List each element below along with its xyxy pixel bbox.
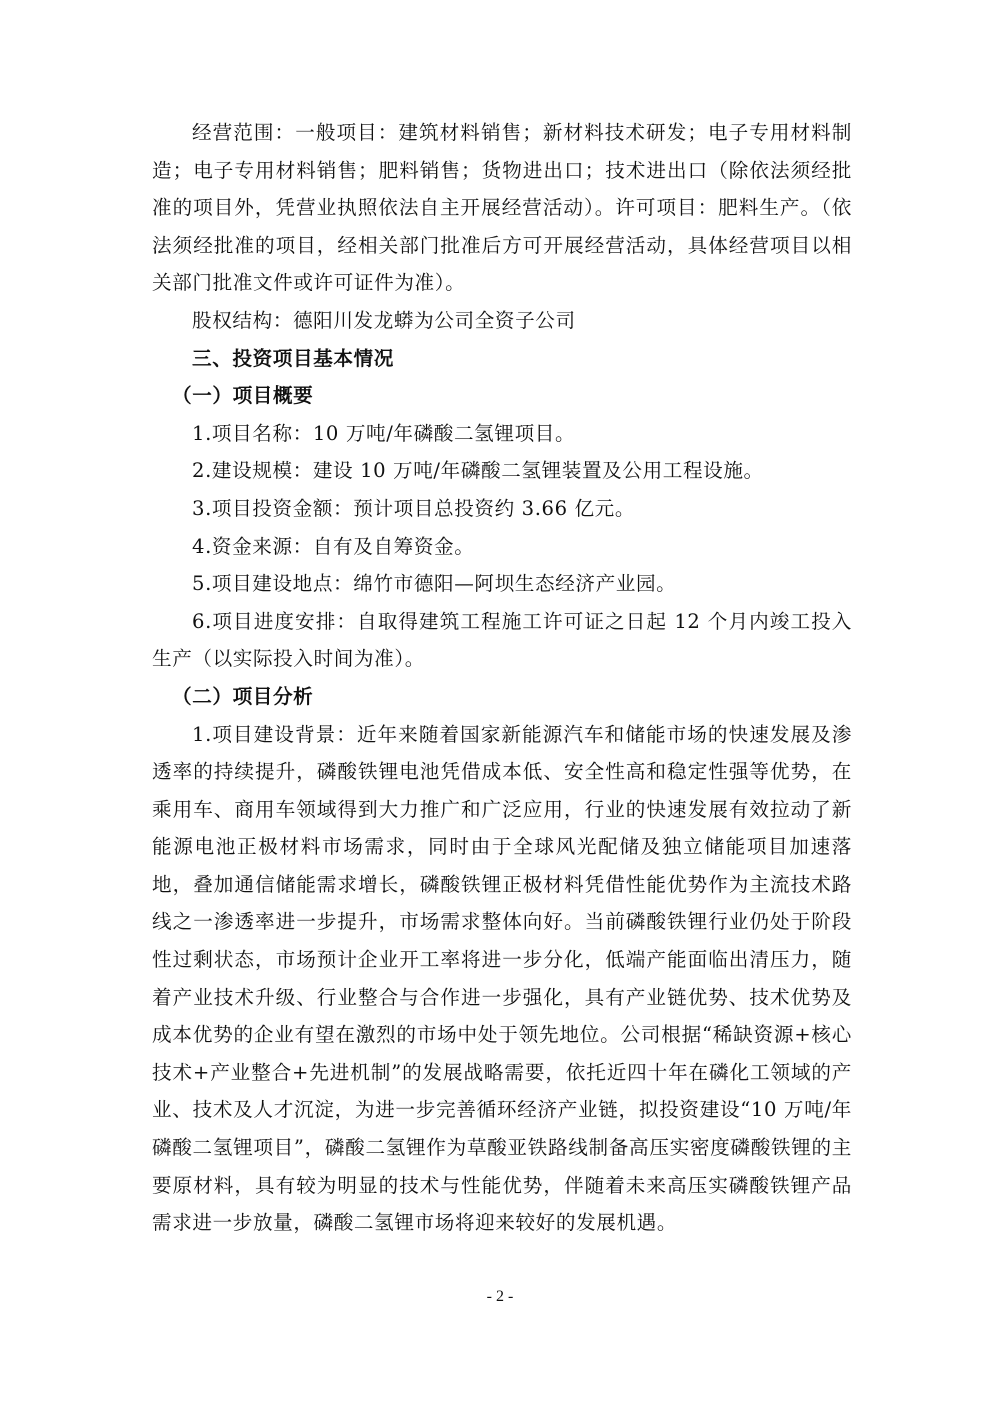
investment-amount-item: 3.项目投资金额：预计项目总投资约 3.66 亿元。 [192, 496, 636, 520]
equity-structure-paragraph: 股权结构：德阳川发龙蟒为公司全资子公司 [192, 308, 576, 332]
page-number: - 2 - [486, 1288, 514, 1305]
section-heading-investment-project: 三、投资项目基本情况 [192, 346, 394, 370]
subsection-heading-project-analysis: （二）项目分析 [172, 684, 314, 708]
schedule-item: 6.项目进度安排：自取得建筑工程施工许可证之日起 12 个月内竣工投入生产（以实际投入时间为准）。 [152, 609, 852, 671]
document-body [152, 114, 852, 1242]
business-scope-paragraph: 经营范围：一般项目：建筑材料销售；新材料技术研发；电子专用材料制造；电子专用材料销售；肥料销售；货物进出口；技术进出口（除依法须经批准的项目外，凭营业执照依法自主开展经营活动）。许可项目：肥料生产。（依法须经批准的项目，经相关部门批准后方可开展经营活动，具体经营项目以相关部门批准文件或许可证件为准）。 [152, 121, 852, 295]
project-background-paragraph: 1.项目建设背景：近年来随着国家新能源汽车和储能市场的快速发展及渗透率的持续提升，磷酸铁锂电池凭借成本低、安全性高和稳定性强等优势，在乘用车、商用车领域得到大力推广和广泛应用，行业的快速发展有效拉动了新能源电池正极材料市场需求，同时由于全球风光配储及独立储能项目加速落地，叠加通信储能需求增长，磷酸铁锂正极材料凭借性能优势作为主流技术路线之一渗透率进一步提升，市场需求整体向好。当前磷酸铁锂行业仍处于阶段性过剩状态，市场预计企业开工率将进一步分化，低端产能面临出清压力，随着产业技术升级、行业整合与合作进一步强化，具有产业链优势、技术优势及成本优势的企业有望在激烈的市场中处于领先地位。公司根据“稀缺资源+核心技术+产业整合+先进机制”的发展战略需要，依托近四十年在磷化工领域的产业、技术及人才沉淀，为进一步完善循环经济产业链，拟投资建设“10 万吨/年磷酸二氢锂项目”，磷酸二氢锂作为草酸亚铁路线制备高压实密度磷酸铁锂的主要原材料，具有较为明显的技术与性能优势，伴随着未来高压实磷酸铁锂产品需求进一步放量，磷酸二氢锂市场将迎来较好的发展机遇。 [152, 722, 852, 1235]
funding-source-item: 4.资金来源：自有及自筹资金。 [192, 534, 475, 558]
construction-scale-item: 2.建设规模：建设 10 万吨/年磷酸二氢锂装置及公用工程设施。 [192, 459, 764, 483]
project-name-item: 1.项目名称：10 万吨/年磷酸二氢锂项目。 [192, 421, 576, 445]
subsection-heading-project-overview: （一）项目概要 [172, 384, 314, 408]
construction-location-item: 5.项目建设地点：绵竹市德阳—阿坝生态经济产业园。 [192, 572, 677, 596]
